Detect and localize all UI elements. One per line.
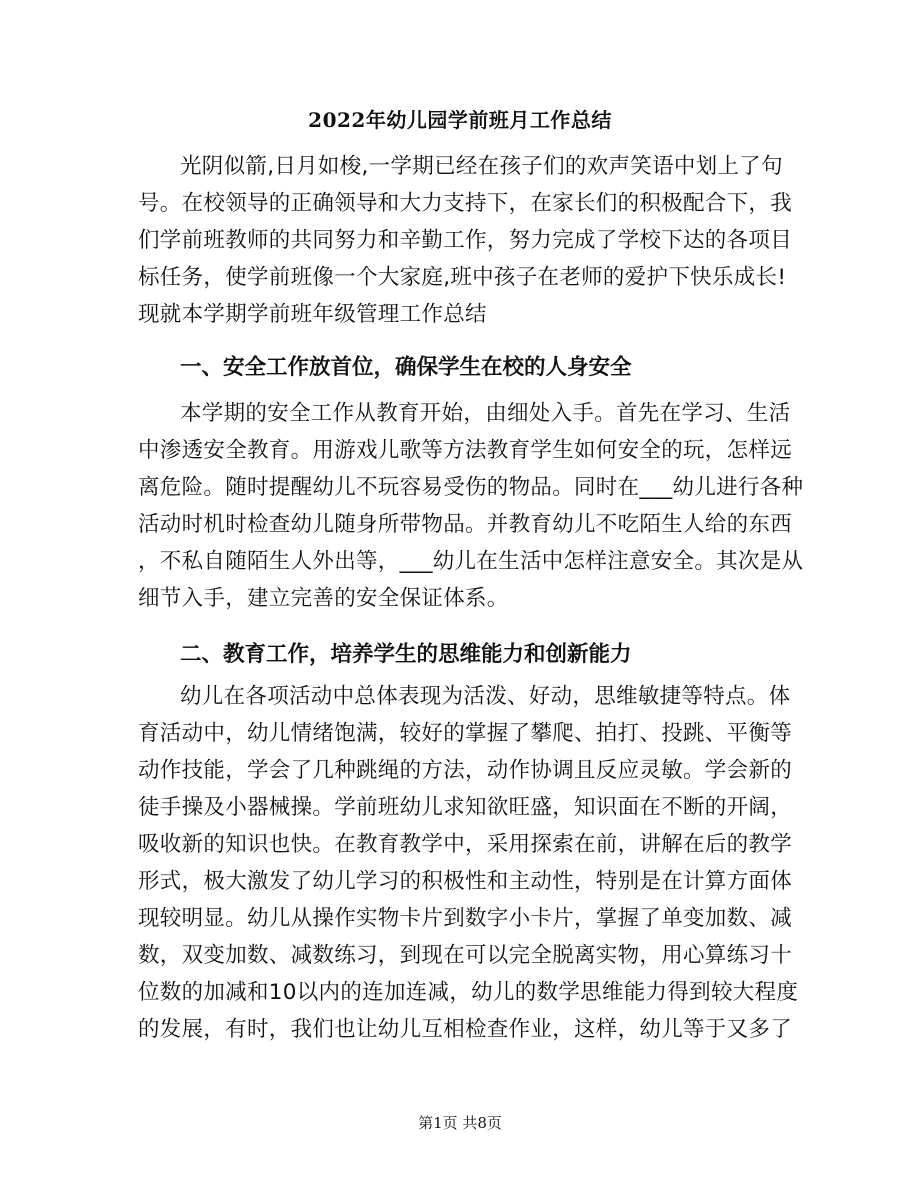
section-2-line-1: 幼儿在各项活动中总体表现为活泼、好动，思维敏捷等特点。体 <box>180 684 791 709</box>
section-1-line-6: 细节入手，建立完善的安全保证体系。 <box>138 586 509 611</box>
section-2-line-10: 的发展，有时，我们也让幼儿互相检查作业，这样，幼儿等于又多了 <box>138 1017 793 1042</box>
section-1-line-3: 离危险。随时提醒幼儿不玩容易受伤的物品。同时在___幼儿进行各种 <box>138 475 804 500</box>
intro-line-5: 现就本学期学前班年级管理工作总结 <box>138 302 487 327</box>
section-2-line-3: 动作技能，学会了几种跳绳的方法，动作协调且反应灵敏。学会新的 <box>138 758 793 783</box>
section-1-line-1: 本学期的安全工作从教育开始，由细处入手。首先在学习、生活 <box>180 401 791 426</box>
section-2-heading: 二、教育工作，培养学生的思维能力和创新能力 <box>180 642 632 667</box>
section-2-line-4: 徒手操及小器械操。学前班幼儿求知欲旺盛，知识面在不断的开阔， <box>138 795 793 820</box>
intro-line-2: 号。在校领导的正确领导和大力支持下，在家长们的积极配合下，我 <box>138 191 793 216</box>
section-1-line-4: 活动时机时检查幼儿随身所带物品。并教育幼儿不吃陌生人给的东西 <box>138 512 793 537</box>
intro-line-3: 们学前班教师的共同努力和辛勤工作，努力完成了学校下达的各项目 <box>138 228 793 253</box>
page-footer: 第1页 共8页 <box>418 1114 502 1132</box>
section-1-heading: 一、安全工作放首位，确保学生在校的人身安全 <box>180 355 632 380</box>
section-2-line-2: 育活动中，幼儿情绪饱满，较好的掌握了攀爬、拍打、投跳、平衡等 <box>138 721 793 746</box>
section-2-line-6: 形式，极大激发了幼儿学习的积极性和主动性，特别是在计算方面体 <box>138 869 793 894</box>
section-1-line-2: 中渗透安全教育。用游戏儿歌等方法教育学生如何安全的玩，怎样远 <box>138 438 793 463</box>
section-2-line-8: 数，双变加数、减数练习，到现在可以完全脱离实物，用心算练习十 <box>138 943 793 968</box>
document-title: 2022年幼儿园学前班月工作总结 <box>308 108 612 132</box>
section-2-line-7: 现较明显。幼儿从操作实物卡片到数字小卡片，掌握了单变加数、减 <box>138 906 793 931</box>
section-2-line-9: 位数的加减和10以内的连加连减，幼儿的数学思维能力得到较大程度 <box>138 980 799 1005</box>
intro-line-4: 标任务，使学前班像一个大家庭,班中孩子在老师的爱护下快乐成长! <box>138 265 787 290</box>
intro-line-1: 光阴似箭,日月如梭,一学期已经在孩子们的欢声笑语中划上了句 <box>180 154 783 179</box>
section-2-line-5: 吸收新的知识也快。在教育教学中，采用探索在前，讲解在后的教学 <box>138 832 793 857</box>
section-1-line-5: ，不私自随陌生人外出等，___幼儿在生活中怎样注意安全。其次是从 <box>138 549 804 574</box>
